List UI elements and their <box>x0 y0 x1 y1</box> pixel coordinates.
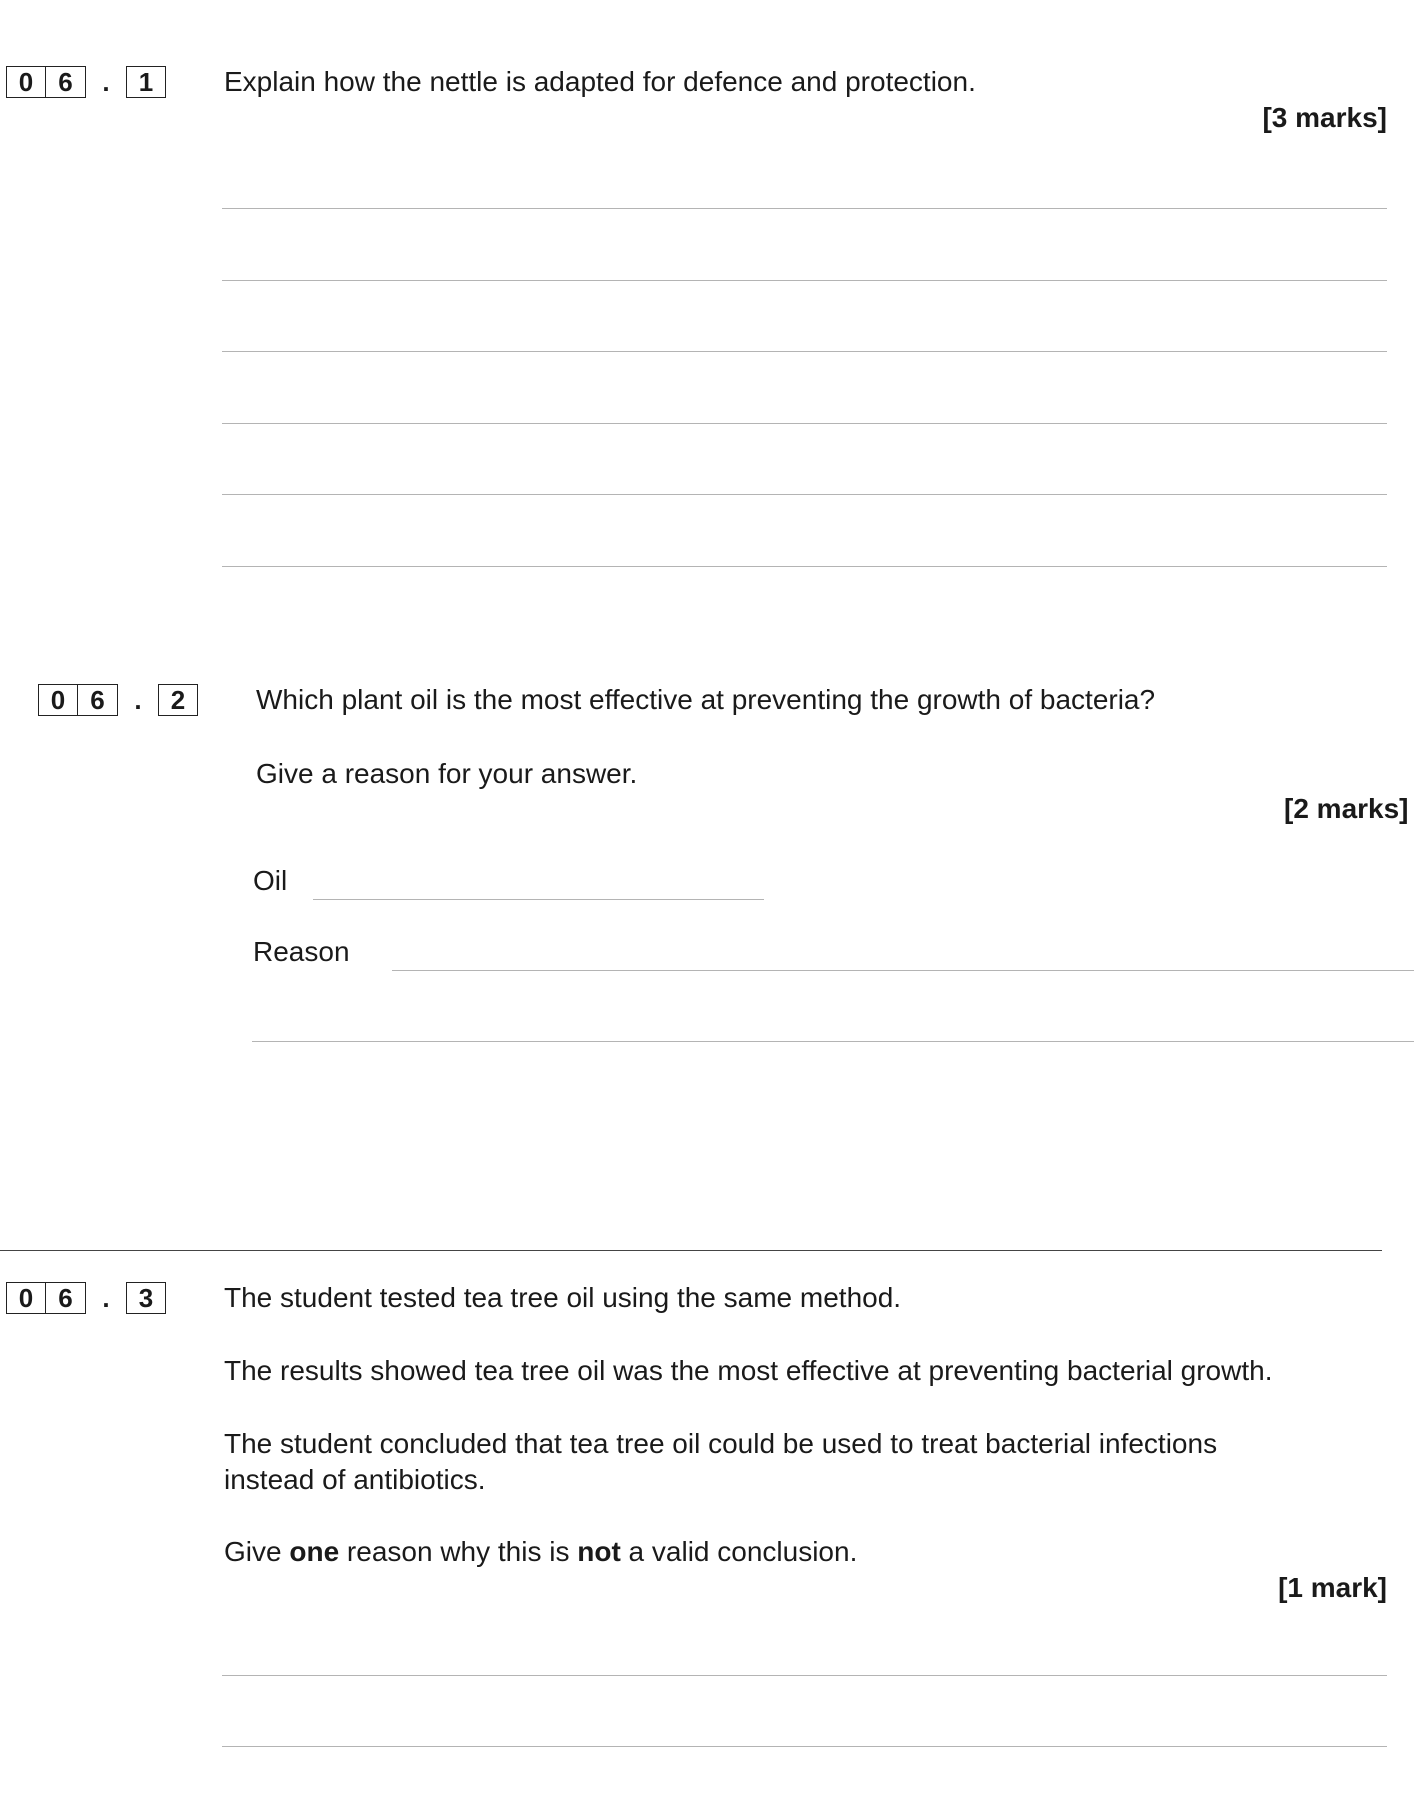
prompt-emphasis-not: not <box>577 1536 621 1567</box>
question-digit-box: 0 <box>38 684 78 716</box>
answer-line[interactable] <box>222 351 1387 352</box>
answer-line[interactable] <box>222 494 1387 495</box>
marks-label-06-1: [3 marks] <box>1262 102 1387 133</box>
question-text-06-1: Explain how the nettle is adapted for defence and protection. <box>224 66 976 97</box>
reason-answer-line[interactable] <box>252 1041 1414 1042</box>
question-part-box: 2 <box>158 684 198 716</box>
question-number-06-3 <box>6 1282 166 1314</box>
question-number-06-2 <box>38 684 198 716</box>
oil-answer-line[interactable] <box>313 899 764 900</box>
oil-label: Oil <box>253 865 288 896</box>
question-number-dot: . <box>102 66 110 97</box>
question-number-06-1 <box>6 66 166 98</box>
paragraph-06-3-3-line1: The student concluded that tea tree oil could be used to treat bacterial infections <box>224 1428 1218 1459</box>
question-digit-box: 6 <box>46 66 86 98</box>
prompt-text: reason why this is <box>339 1536 578 1567</box>
prompt-06-3 <box>224 1534 857 1570</box>
question-part-box: 1 <box>126 66 166 98</box>
reason-label: Reason <box>253 936 350 967</box>
question-digit-box: 6 <box>46 1282 86 1314</box>
prompt-emphasis-one: one <box>289 1536 340 1567</box>
question-digit-box: 0 <box>6 1282 46 1314</box>
question-number-dot: . <box>134 684 142 715</box>
question-text-06-2: Which plant oil is the most effective at preventing the growth of bacteria? <box>256 684 1156 715</box>
section-divider <box>0 1250 1382 1251</box>
question-digit-box: 0 <box>6 66 46 98</box>
reason-answer-line[interactable] <box>392 970 1414 971</box>
marks-label-06-2: [2 marks] <box>1284 793 1409 824</box>
paragraph-06-3-1: The student tested tea tree oil using the same method. <box>224 1282 902 1313</box>
answer-line[interactable] <box>222 280 1387 281</box>
paragraph-06-3-2: The results showed tea tree oil was the most effective at preventing bacterial growth. <box>224 1355 1273 1386</box>
prompt-text: a valid conclusion. <box>620 1536 858 1567</box>
answer-line[interactable] <box>222 208 1387 209</box>
answer-line[interactable] <box>222 566 1387 567</box>
instruction-text-06-2: Give a reason for your answer. <box>256 758 638 789</box>
paragraph-06-3-3-line2: instead of antibiotics. <box>224 1464 486 1495</box>
answer-line[interactable] <box>222 423 1387 424</box>
marks-label-06-3: [1 mark] <box>1278 1572 1387 1603</box>
answer-line[interactable] <box>222 1746 1387 1747</box>
prompt-text: Give <box>224 1536 290 1567</box>
question-number-dot: . <box>102 1282 110 1313</box>
question-digit-box: 6 <box>78 684 118 716</box>
question-part-box: 3 <box>126 1282 166 1314</box>
answer-line[interactable] <box>222 1675 1387 1676</box>
